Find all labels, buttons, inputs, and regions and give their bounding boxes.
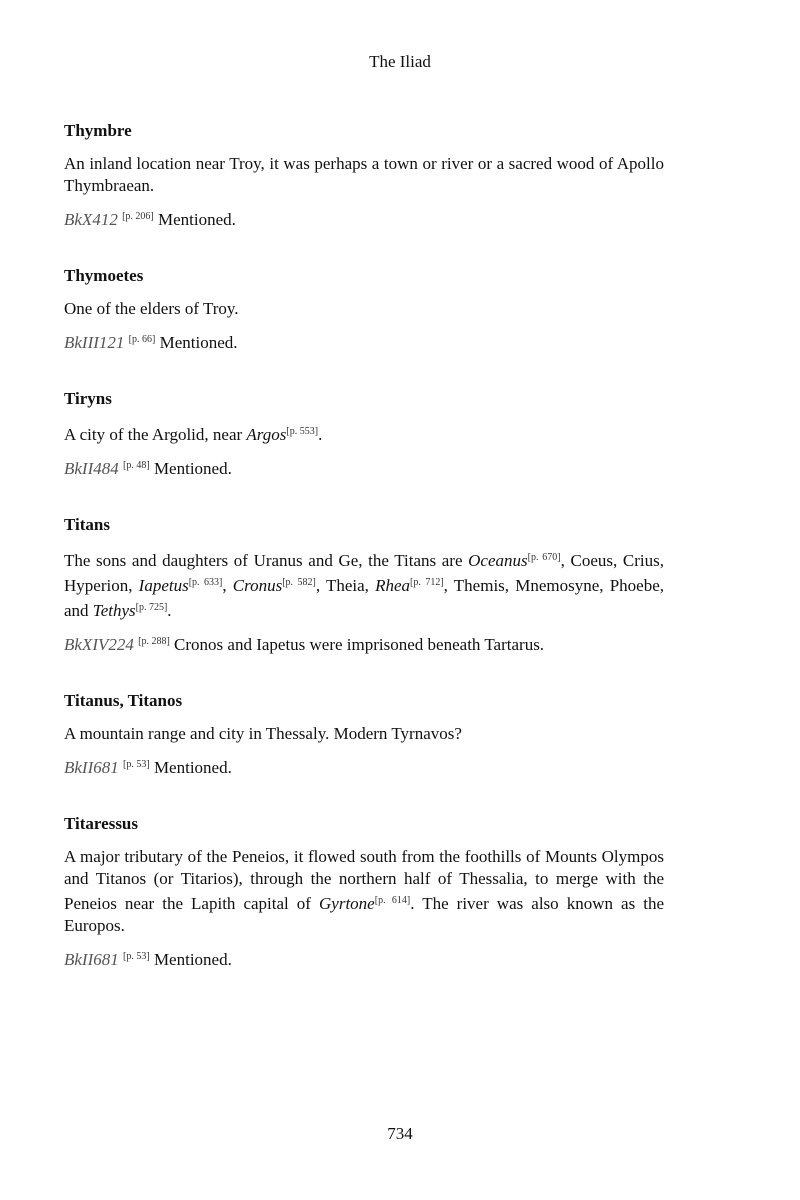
reference-note: Cronos and Iapetus were imprisoned beneath Tartarus. (174, 635, 545, 654)
entry-description (64, 547, 664, 622)
page-reference[interactable]: [p. 633] (188, 577, 223, 588)
entry-reference (64, 946, 664, 971)
entry-title: Titans (64, 515, 110, 534)
entry-reference (64, 631, 664, 656)
cross-reference-link[interactable]: Oceanus (468, 551, 528, 570)
cross-reference-link[interactable]: Rhea (375, 576, 411, 595)
page-number: 734 (387, 1124, 413, 1143)
book-line-link[interactable]: BkIII121 (64, 333, 125, 352)
reference-note: Mentioned. (153, 950, 232, 969)
description-text: A major tributary of the Peneios, it flowed south from the foothills of Mounts Olympos and Titanos (or Titarios), through the northern half of Thessalia, to merge with the Peneios near the Lapith capital of (64, 847, 664, 913)
book-line-link[interactable]: BkX412 (64, 210, 118, 229)
entry-reference (64, 206, 664, 231)
entry-title: Thymoetes (64, 266, 144, 285)
description-text: , (222, 576, 233, 595)
cross-reference-link[interactable]: Cronus (232, 576, 283, 595)
cross-reference-link[interactable]: Gyrtone (319, 894, 375, 913)
entry-title: Tiryns (64, 389, 112, 408)
page-reference[interactable]: [p. 206] (122, 211, 154, 222)
entry-title: Thymbre (64, 121, 132, 140)
glossary-entry (64, 514, 664, 656)
cross-reference-link[interactable]: Argos (246, 425, 287, 444)
description-text: The sons and daughters of Uranus and Ge, the Titans are (64, 551, 469, 570)
entry-description (64, 153, 664, 197)
glossary-entry (64, 120, 664, 231)
description-text: . The river was also known as the Europos. (64, 894, 665, 935)
page-reference[interactable]: [p. 48] (123, 460, 150, 471)
book-line-link[interactable]: BkXIV224 (64, 635, 134, 654)
running-head: The Iliad (369, 52, 431, 71)
book-line-link[interactable]: BkII484 (64, 459, 119, 478)
description-text: . (167, 601, 172, 620)
page-reference[interactable]: [p. 288] (138, 636, 170, 647)
book-line-link[interactable]: BkII681 (64, 950, 119, 969)
entry-description (64, 723, 664, 745)
description-text: , Coeus, Crius, Hyperion, (64, 551, 664, 595)
page-reference[interactable]: [p. 553] (286, 426, 319, 437)
page-reference[interactable]: [p. 53] (123, 759, 150, 770)
cross-reference-link[interactable]: Iapetus (138, 576, 189, 595)
reference-note: Mentioned. (158, 210, 236, 229)
description-text: One of the elders of Troy. (64, 299, 239, 318)
entry-title: Titanus, Titanos (64, 691, 183, 710)
reference-note: Mentioned. (159, 333, 238, 352)
glossary-entry (64, 690, 664, 779)
description-text: , Themis, Mnemosyne, Phoebe, and (64, 576, 664, 620)
page-reference[interactable]: [p. 725] (135, 602, 168, 613)
entry-reference (64, 455, 664, 480)
page-reference[interactable]: [p. 66] (128, 334, 156, 345)
entry-reference (64, 329, 664, 354)
glossary-entry (64, 265, 664, 354)
entry-description (64, 421, 664, 446)
page-reference[interactable]: [p. 614] (374, 895, 411, 906)
description-text: A mountain range and city in Thessaly. Modern Tyrnavos? (64, 724, 462, 743)
glossary-entry (64, 388, 664, 480)
entry-description (64, 298, 664, 320)
page-reference[interactable]: [p. 582] (282, 577, 316, 588)
entry-title: Titaressus (64, 814, 139, 833)
description-text: . (318, 425, 323, 444)
book-line-link[interactable]: BkII681 (64, 758, 119, 777)
page-reference[interactable]: [p. 712] (410, 577, 444, 588)
entry-description (64, 846, 664, 937)
glossary-entry (64, 813, 664, 971)
description-text: , Theia, (315, 576, 376, 595)
entry-reference (64, 754, 664, 779)
page-reference[interactable]: [p. 670] (527, 552, 561, 563)
cross-reference-link[interactable]: Tethys (92, 601, 136, 620)
reference-note: Mentioned. (153, 459, 232, 478)
reference-note: Mentioned. (153, 758, 232, 777)
description-text: A city of the Argolid, near (64, 425, 247, 444)
glossary-entries (64, 120, 664, 1005)
page-reference[interactable]: [p. 53] (123, 951, 150, 962)
description-text: An inland location near Troy, it was perhaps a town or river or a sacred wood of Apollo Thymbraean. (64, 154, 664, 195)
